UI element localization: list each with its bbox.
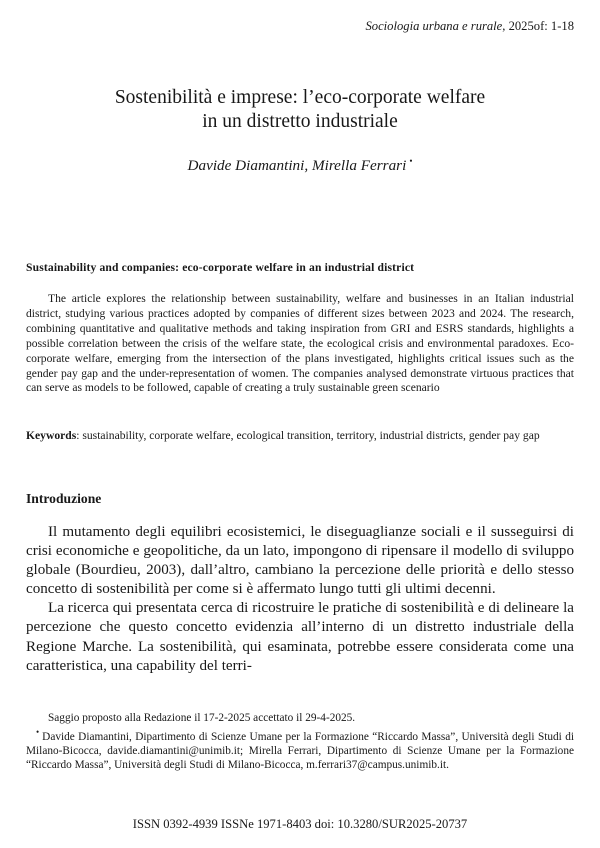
page-title xyxy=(26,86,574,134)
footnote-affiliation-text: Davide Diamantini, Dipartimento di Scienze Umane per la Formazione “Riccardo Massa”, Università degli Studi di Milano-Bicocca, davide.diamantini@unimib.it; Mirella Ferrari, Dipartimento di Scienze Umane per la Formazione “Riccardo Massa”, Università degli Studi di Milano-Bicocca, m.ferrari37@campus.unimib.it. xyxy=(26,730,574,772)
title-line-2: in un distretto industriale xyxy=(202,111,398,132)
english-title: Sustainability and companies: eco-corporate welfare in an industrial district xyxy=(26,261,415,274)
journal-name: Sociologia urbana e rurale xyxy=(365,19,503,33)
keywords-text: : sustainability, corporate welfare, ecological transition, territory, industrial districts, gender pay gap xyxy=(76,429,540,442)
issn-footer: ISSN 0392-4939 ISSNe 1971-8403 doi: 10.3280/SUR2025-20737 xyxy=(132,817,468,831)
body-text xyxy=(26,523,574,676)
keywords-line xyxy=(26,429,574,444)
body-paragraph-1: Il mutamento degli equilibri ecosistemici, le diseguaglianze sociali e il susseguirsi di crisi economiche e geopolitiche, da un lato, impongono di ripensare il modello di sviluppo globale (Bourdieu, 2003), dall’altro, cambiano la percezione delle priorità e dello stesso concetto di sostenibilità per come si è affermato lungo tutti gli ultimi decenni. xyxy=(26,524,574,598)
title-line-1: Sostenibilità e imprese: l’eco-corporate welfare xyxy=(114,87,486,108)
author-names: Davide Diamantini, Mirella Ferrari xyxy=(187,157,407,175)
issue-pages: , 2025of: 1-18 xyxy=(502,19,574,33)
running-head xyxy=(26,19,574,34)
keywords-label: Keywords xyxy=(26,429,77,442)
author-footnote-marker: • xyxy=(409,156,413,166)
body-paragraph-2: La ricerca qui presentata cerca di ricostruire le pratiche di sostenibilità e di delineare la percezione che questo concetto evidenzia all’interno di un distretto industriale della Regione Marche. La sostenibilità, qui esaminata, potrebbe essere considerata come una caratteristica, una capability del terri- xyxy=(26,600,574,674)
footnote-acceptance: Saggio proposto alla Redazione il 17-2-2025 accettato il 29-4-2025. xyxy=(48,712,356,724)
authors-line xyxy=(26,152,574,175)
footnote-marker: • xyxy=(36,727,40,738)
footnote-block xyxy=(26,711,574,773)
abstract-paragraph: The article explores the relationship between sustainability, welfare and businesses in an Italian industrial district, studying various practices adopted by companies of different sizes between 2023 and 2024. The research, combining quantitative and qualitative methods and taking inspiration from GRI and ESRS standards, highlights a possible correlation between the crisis of the welfare state, the ecological crisis and environmental paradoxes. Eco-corporate welfare, emerging from the intersection of the plans investigated, highlights critical issues such as the gender pay gap and the under-representation of women. The companies analysed demonstrate virtuous practices that can serve as models to be followed, capable of creating a truly sustainable green scenario xyxy=(26,292,574,395)
footnote-affiliation xyxy=(26,725,574,772)
section-heading-introduzione: Introduzione xyxy=(26,491,102,506)
